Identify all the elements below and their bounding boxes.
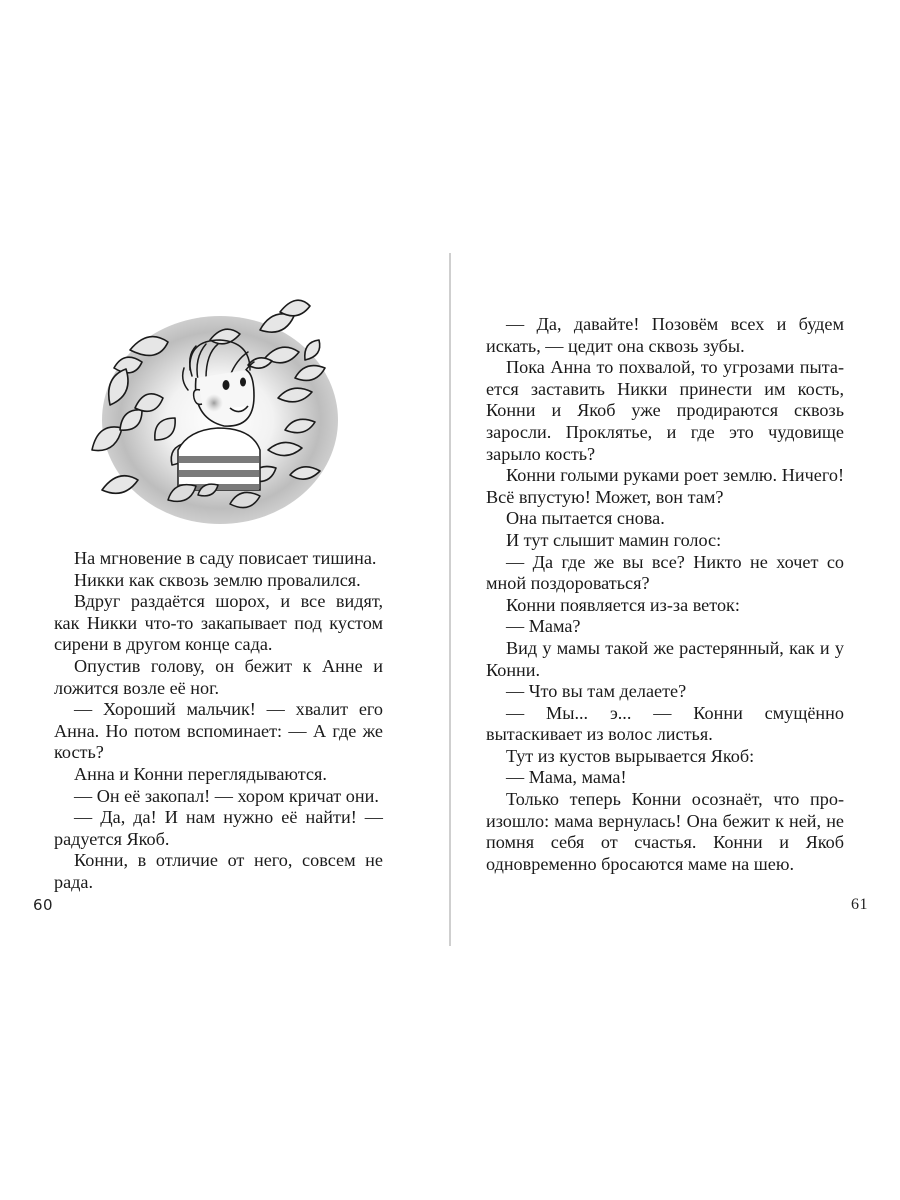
paragraph: Опустив голову, он бежит к Анне и ложится возле её ног. xyxy=(54,655,383,698)
paragraph: Тут из кустов вырывается Якоб: xyxy=(506,745,755,766)
paragraph: Вид у мамы такой же растерянный, как и у Конни. xyxy=(486,637,844,680)
page-number-right: 61 xyxy=(851,896,868,913)
paragraph: — Хороший мальчик! — хвалит его Анна. Но потом вспоминает: — А где же кость? xyxy=(54,699,383,763)
paragraph: — Да, да! И нам нужно её найти! — радуется Якоб. xyxy=(54,807,383,849)
paragraph: Конни голыми руками роет землю. Ничего! Всё впустую! Может, вон там? xyxy=(486,465,844,507)
paragraph: На мгновение в саду повисает тишина. xyxy=(74,548,377,568)
paragraph: Вдруг раздаётся шорох, и все видят, как Никки что-то закапывает под кустом сирени в другом конце сада. xyxy=(54,591,383,655)
paragraph: — Он её закопал! — хором кричат они. xyxy=(74,785,379,806)
paragraph: Пока Анна то похвалой, то угрозами пытается заставить Никки принести им кость, Конни и Якоб уже продираются сквозь заросли. Проклятье, и где это чудовище зарыло кость? xyxy=(486,357,844,464)
page-number-left: 60 xyxy=(33,896,54,914)
paragraph: Только теперь Конни осознаёт, что произошло: мама вернулась! Она бежит к ней, не помня себя от счастья. Конни и Якоб одновременно бросаются маме на шею. xyxy=(486,789,844,874)
paragraph: Никки как сквозь землю провалился. xyxy=(74,569,361,590)
paragraph: — Что вы там делаете? xyxy=(506,681,687,702)
paragraph: — Да, давайте! Позовём всех и будем искать, — цедит она сквозь зубы. xyxy=(486,314,844,356)
paragraph: — Мама, мама! xyxy=(506,767,627,788)
paragraph: И тут слышит мамин голос: xyxy=(506,529,722,550)
paragraph: Конни появляется из-за веток: xyxy=(506,594,740,615)
paragraph: — Да где же вы все? Никто не хочет со мной поздороваться? xyxy=(486,551,844,594)
right-page xyxy=(450,0,900,1200)
paragraph: Анна и Конни переглядываются. xyxy=(74,763,327,784)
paragraph: Конни, в отличие от него, совсем не рада. xyxy=(54,850,383,892)
paragraph: — Мама? xyxy=(506,616,581,637)
boy-in-bushes-illustration xyxy=(80,290,350,530)
paragraph: Она пытается снова. xyxy=(506,508,665,529)
left-page-text xyxy=(54,548,383,894)
right-page-text xyxy=(486,314,844,875)
paragraph: — Мы... э... — Конни смущённо вытаскивает из волос листья. xyxy=(486,702,844,745)
